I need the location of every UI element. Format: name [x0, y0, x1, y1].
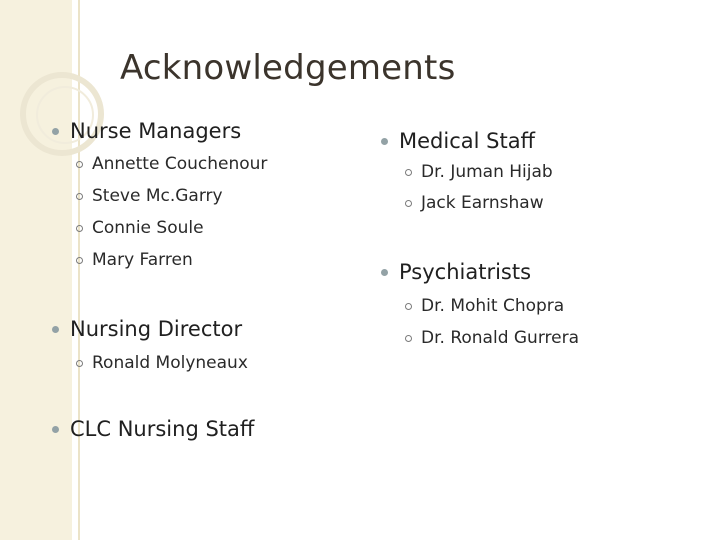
bullet-icon [52, 326, 59, 333]
heading-psychiatrists [381, 260, 531, 284]
list-item [76, 218, 204, 238]
list-item-text: Dr. Ronald Gurrera [421, 328, 580, 348]
sub-bullet-icon [76, 161, 83, 168]
heading-nurse-managers [52, 119, 241, 143]
heading-clc-nursing-staff [52, 417, 254, 441]
list-item-text: Jack Earnshaw [421, 193, 544, 213]
list-item [405, 193, 544, 213]
sub-bullet-icon [405, 335, 412, 342]
list-item-text: Steve Mc.Garry [92, 186, 223, 206]
heading-text: Nurse Managers [70, 119, 242, 143]
heading-text: CLC Nursing Staff [70, 417, 255, 441]
bullet-icon [52, 128, 59, 135]
heading-text: Nursing Director [70, 317, 243, 341]
heading-medical-staff [381, 129, 535, 153]
bullet-icon [381, 138, 388, 145]
list-item [405, 162, 553, 182]
bullet-icon [381, 269, 388, 276]
list-item [76, 353, 248, 373]
list-item-text: Ronald Molyneaux [92, 353, 248, 373]
list-item [405, 296, 564, 316]
sub-bullet-icon [76, 193, 83, 200]
sub-bullet-icon [76, 257, 83, 264]
heading-text: Psychiatrists [399, 260, 532, 284]
list-item [405, 328, 579, 348]
sub-bullet-icon [76, 225, 83, 232]
list-item [76, 154, 267, 174]
sub-bullet-icon [76, 360, 83, 367]
list-item-text: Annette Couchenour [92, 154, 268, 174]
bullet-icon [52, 426, 59, 433]
slide-title: Acknowledgements [120, 48, 456, 88]
list-item [76, 250, 193, 270]
list-item-text: Dr. Juman Hijab [421, 162, 553, 182]
heading-text: Medical Staff [399, 129, 536, 153]
sub-bullet-icon [405, 169, 412, 176]
heading-nursing-director [52, 317, 242, 341]
list-item-text: Mary Farren [92, 250, 193, 270]
sub-bullet-icon [405, 303, 412, 310]
list-item-text: Dr. Mohit Chopra [421, 296, 565, 316]
list-item-text: Connie Soule [92, 218, 204, 238]
sub-bullet-icon [405, 200, 412, 207]
list-item [76, 186, 223, 206]
